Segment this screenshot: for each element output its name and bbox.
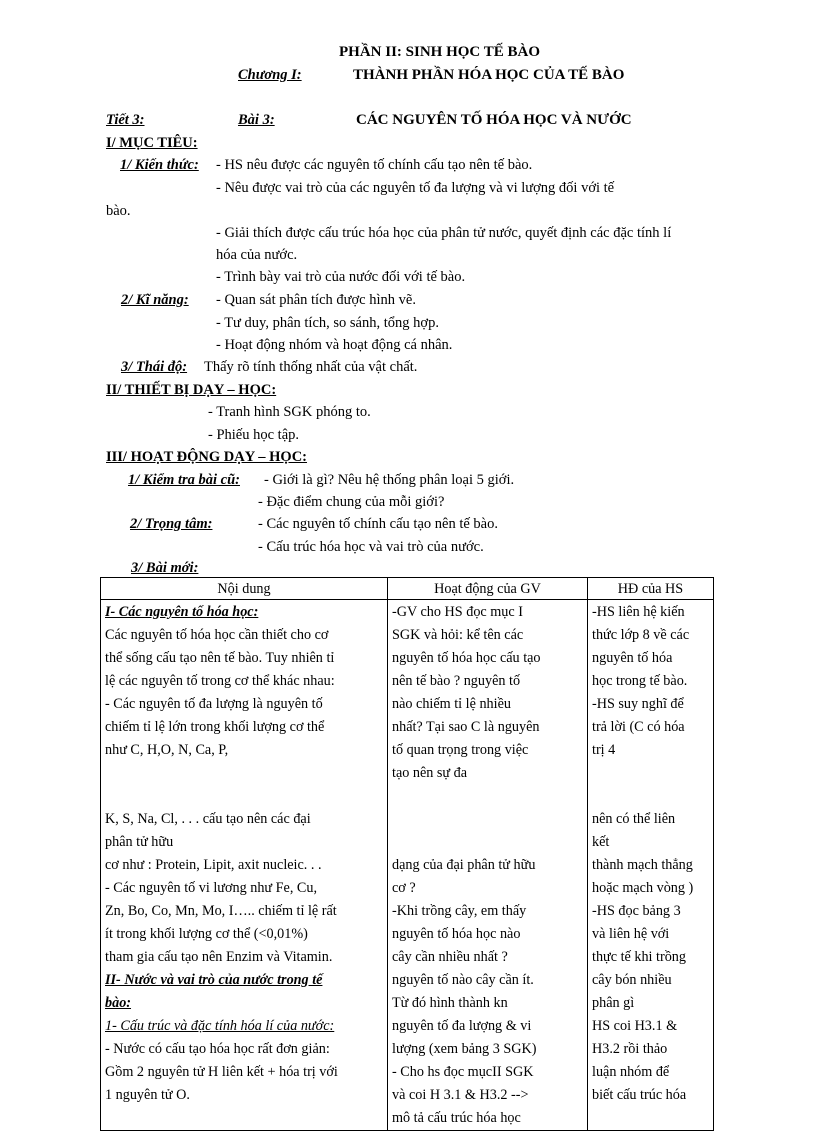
teacher-line: - Cho hs đọc mụcII SGK [392, 1064, 534, 1080]
teacher-line: tố quan trọng trong việc [392, 742, 529, 758]
student-line: và liên hệ với [592, 926, 670, 942]
skills-label: 2/ Kĩ năng: [121, 292, 189, 308]
student-line: thực tế khi trồng [592, 949, 686, 965]
teacher-line: lượng (xem bảng 3 SGK) [392, 1041, 537, 1057]
teacher-line: nguyên tố nào cây cần ít. [392, 972, 534, 988]
student-line: trả lời (C có hóa [592, 719, 685, 735]
table-header-row [101, 578, 714, 600]
objectives-heading: I/ MỤC TIÊU: [106, 135, 198, 151]
teacher-line: nguyên tố hóa học cấu tạo [392, 650, 541, 666]
teacher-line: cơ ? [392, 880, 416, 896]
student-line: -HS liên hệ kiến [592, 604, 685, 620]
content-line: Gồm 2 nguyên tử H liên kết + hóa trị với [105, 1064, 338, 1080]
teacher-line: mô tả cấu trúc hóa học [392, 1110, 521, 1126]
part-title: PHẦN II: SINH HỌC TẾ BÀO [339, 44, 541, 60]
content-line: thể sống cấu tạo nên tế bào. Tuy nhiên tỉ [105, 650, 335, 666]
check-item-2: - Đặc điểm chung của mỗi giới? [258, 494, 445, 510]
content-line: - Các nguyên tố đa lượng là nguyên tố [105, 696, 323, 712]
skills-line-2: - Tư duy, phân tích, so sánh, tổng hợp. [216, 315, 439, 331]
teacher-line: tạo nên sự đa [392, 765, 468, 781]
knowledge-line-6: - Trình bày vai trò của nước đối với tế bào. [216, 269, 466, 285]
teacher-line: nguyên tố đa lượng & vi [392, 1018, 532, 1034]
teacher-line: SGK và hỏi: kể tên các [392, 627, 524, 643]
content-line: - Nước có cấu tạo hóa học rất đơn giản: [105, 1041, 330, 1057]
skills-line-1: - Quan sát phân tích được hình vẽ. [216, 292, 416, 308]
teacher-line: nào chiếm tỉ lệ nhiều [392, 696, 511, 712]
header-content: Nội dung [101, 578, 388, 600]
chapter-title: THÀNH PHẦN HÓA HỌC CỦA TẾ BÀO [353, 67, 625, 83]
content-line: như C, H,O, N, Ca, P, [105, 742, 229, 758]
focus-item-1: - Các nguyên tố chính cấu tạo nên tế bào. [258, 516, 498, 532]
content-cell [101, 600, 388, 1131]
content-line: ít trong khối lượng cơ thể (<0,01%) [105, 926, 308, 942]
content-line: Zn, Bo, Co, Mn, Mo, I….. chiếm tỉ lệ rất [105, 903, 337, 919]
content-line: lệ các nguyên tố trong cơ thể khác nhau: [105, 673, 335, 689]
content-line: chiếm tỉ lệ lớn trong khối lượng cơ thể [105, 719, 325, 735]
teacher-line: nhất? Tại sao C là nguyên [392, 719, 540, 735]
teacher-line: dạng của đại phân tử hữu [392, 857, 536, 873]
subsection-heading: 1- Cấu trúc và đặc tính hóa lí của nước: [105, 1018, 335, 1034]
student-line: thành mạch thẳng [592, 857, 693, 873]
focus-label: 2/ Trọng tâm: [130, 516, 213, 532]
content-line: Các nguyên tố hóa học cần thiết cho cơ [105, 627, 329, 643]
teacher-line: Từ đó hình thành kn [392, 995, 508, 1011]
student-line: kết [592, 834, 610, 850]
activities-heading: III/ HOẠT ĐỘNG DẠY – HỌC: [106, 449, 308, 465]
content-line: 1 nguyên tử O. [105, 1087, 190, 1103]
teacher-line: -GV cho HS đọc mục I [392, 604, 523, 620]
period-label: Tiết 3: [106, 112, 145, 128]
student-line: HS coi H3.1 & [592, 1018, 678, 1034]
focus-item-2: - Cấu trúc hóa học và vai trò của nước. [258, 539, 484, 555]
teacher-line: nguyên tố hóa học nào [392, 926, 521, 942]
student-line: -HS suy nghĩ để [592, 696, 684, 712]
content-line: - Các nguyên tố vi lương như Fe, Cu, [105, 880, 318, 896]
student-line: H3.2 rồi thảo [592, 1041, 668, 1057]
teacher-line: -Khi trồng cây, em thấy [392, 903, 527, 919]
teacher-line: cây cần nhiều nhất ? [392, 949, 508, 965]
teacher-activity-cell [388, 600, 588, 1131]
teacher-line: nên tế bào ? nguyên tố [392, 673, 521, 689]
content-line: tham gia cấu tạo nên Enzim và Vitamin. [105, 949, 333, 965]
lesson-title: CÁC NGUYÊN TỐ HÓA HỌC VÀ NƯỚC [356, 112, 632, 128]
knowledge-line-3: bào. [106, 203, 131, 219]
content-line: cơ như : Protein, Lipit, axit nucleic. . . [105, 857, 322, 873]
student-line: nên có thể liên [592, 811, 676, 827]
knowledge-line-2: - Nêu được vai trò của các nguyên tố đa lượng và vi lượng đối với tế [216, 180, 615, 196]
student-line: nguyên tố hóa [592, 650, 673, 666]
skills-line-3: - Hoạt động nhóm và hoạt động cá nhân. [216, 337, 453, 353]
knowledge-label: 1/ Kiến thức: [120, 157, 199, 173]
student-activity-cell [588, 600, 714, 1131]
header-student-activity: HĐ của HS [588, 578, 714, 600]
lesson-label: Bài 3: [238, 112, 275, 128]
check-label: 1/ Kiểm tra bài cũ: [128, 472, 240, 488]
equipment-heading: II/ THIẾT BỊ DẠY – HỌC: [106, 382, 277, 398]
attitude-label: 3/ Thái độ: [121, 359, 188, 375]
table-row [101, 600, 714, 1131]
student-line: thức lớp 8 về các [592, 627, 690, 643]
content-line: K, S, Na, Cl, . . . cấu tạo nên các đại [105, 811, 311, 827]
section-2-heading-cont: bào: [105, 995, 132, 1011]
section-2-heading: II- Nước và vai trò của nước trong tế [105, 972, 323, 988]
new-lesson-label: 3/ Bài mới: [131, 560, 199, 576]
content-line: phân tử hữu [105, 834, 174, 850]
section-1-heading: I- Các nguyên tố hóa học: [105, 604, 259, 620]
student-line: luận nhóm để [592, 1064, 670, 1080]
student-line: -HS đọc bảng 3 [592, 903, 681, 919]
header-teacher-activity: Hoạt động của GV [388, 578, 588, 600]
knowledge-line-1: - HS nêu được các nguyên tố chính cấu tạo nên tế bào. [216, 157, 533, 173]
student-line: học trong tế bào. [592, 673, 688, 689]
equipment-item-2: - Phiếu học tập. [208, 427, 300, 443]
equipment-item-1: - Tranh hình SGK phóng to. [208, 404, 371, 420]
attitude-text: Thấy rõ tính thống nhất của vật chất. [204, 359, 418, 375]
student-line: trị 4 [592, 742, 616, 758]
lesson-table [100, 577, 714, 1131]
knowledge-line-5: hóa của nước. [216, 247, 298, 263]
chapter-label: Chương I: [238, 67, 302, 83]
knowledge-line-4: - Giải thích được cấu trúc hóa học của phân tử nước, quyết định các đặc tính lí [216, 225, 672, 241]
student-line: hoặc mạch vòng ) [592, 880, 694, 896]
student-line: phân gì [592, 995, 635, 1011]
student-line: cây bón nhiều [592, 972, 672, 988]
student-line: biết cấu trúc hóa [592, 1087, 687, 1103]
check-item-1: - Giới là gì? Nêu hệ thống phân loại 5 giới. [264, 472, 515, 488]
teacher-line: và coi H 3.1 & H3.2 --> [392, 1087, 529, 1103]
